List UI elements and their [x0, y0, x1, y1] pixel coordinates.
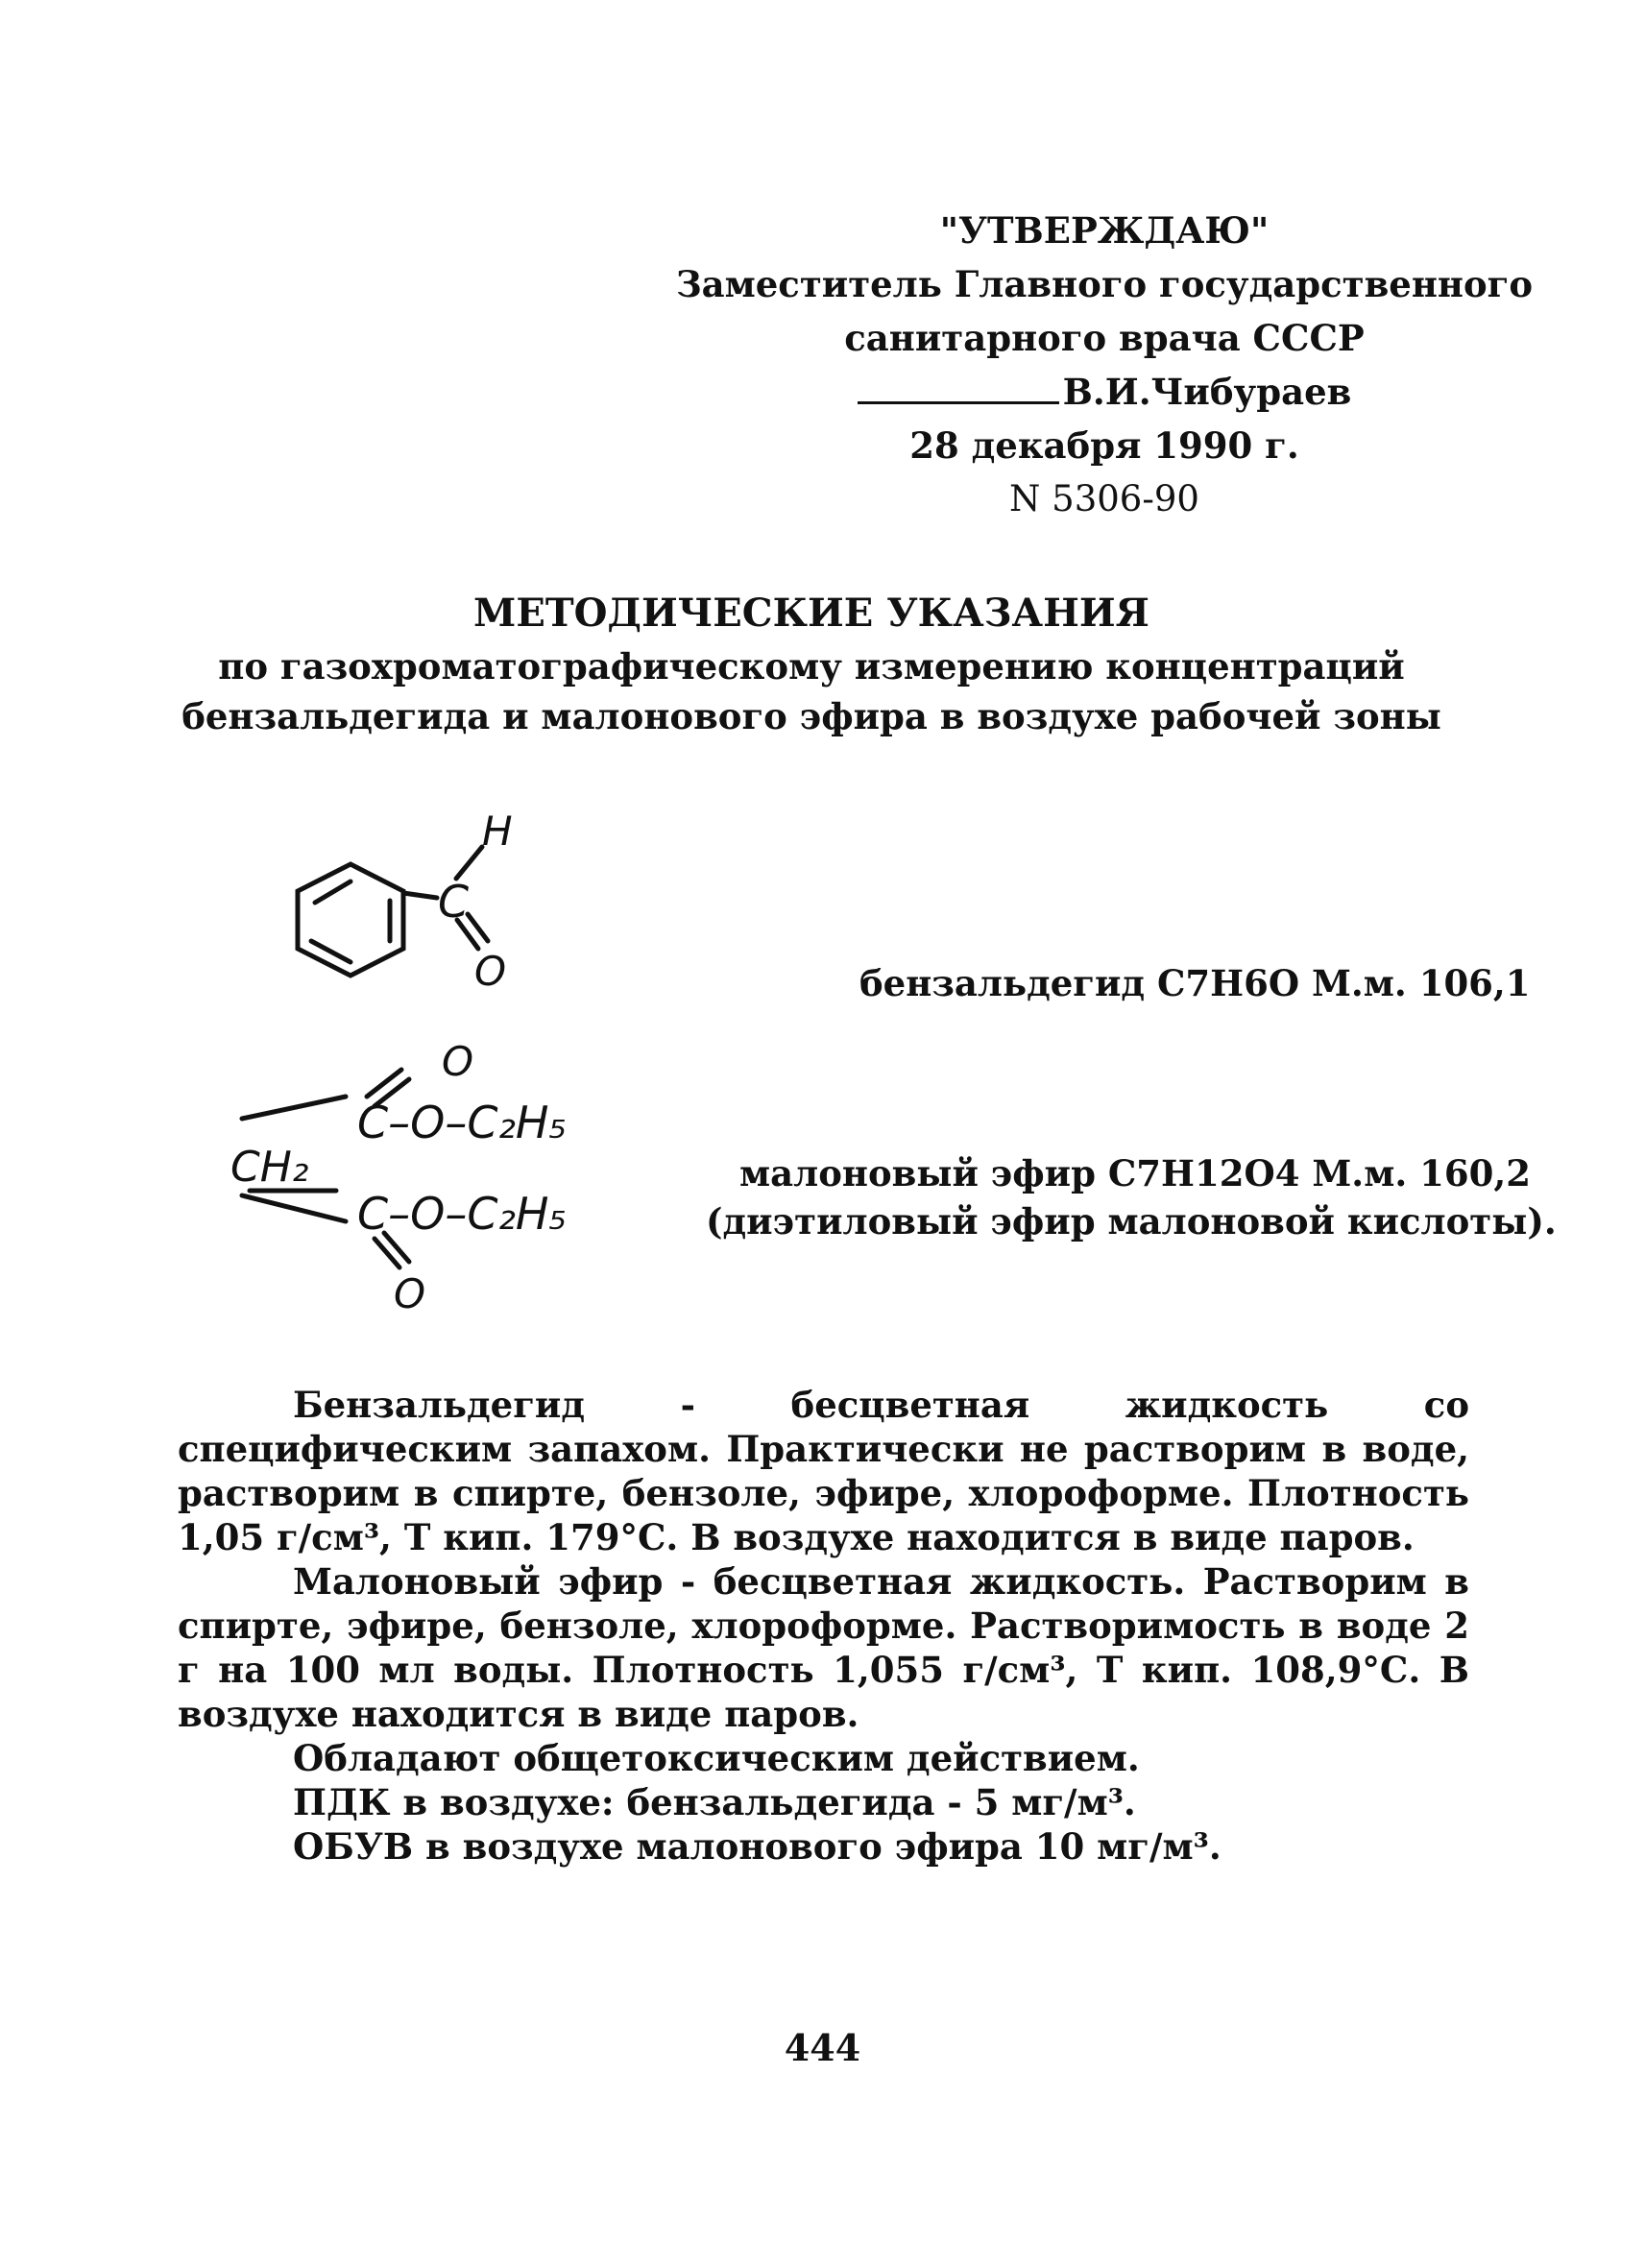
malonic-ester-group-1: C–O–C₂H₅	[357, 1097, 567, 1148]
paragraph-obuv: ОБУВ в воздухе малонового эфира 10 мг/м³.	[293, 1825, 1222, 1868]
approval-signature-row	[672, 365, 1536, 419]
benzaldehyde-structure	[269, 808, 595, 1018]
title-subtitle-1: по газохроматографическому измерению концентраций	[218, 645, 1405, 688]
paragraph-toxicity: Обладают общетоксическим действием.	[293, 1737, 1140, 1779]
approval-date: 28 декабря 1990 г.	[909, 424, 1299, 467]
paragraph-pdk: ПДК в воздухе: бензальдегида - 5 мг/м³.	[293, 1781, 1136, 1823]
malonic-oxygen-top: O	[442, 1038, 474, 1085]
approval-signer: В.И.Чибураев	[1062, 371, 1352, 413]
malonic-ester-formula: малоновый эфир C7H12O4 М.м. 160,2	[739, 1152, 1531, 1194]
signature-line	[858, 373, 1059, 404]
body-text	[178, 1383, 1469, 1869]
malonic-ester-alt-name: (диэтиловый эфир малоновой кислоты).	[706, 1200, 1557, 1243]
benzaldehyde-oxygen: O	[474, 948, 507, 995]
approval-position: Заместитель Главного государственного	[675, 263, 1534, 305]
paragraph-benzaldehyde: Бензальдегид - бесцветная жидкость со специфическим запахом. Практически не растворим в воде, растворим в спирте, бензоле, эфире, хлороформе. Плотность 1,05 г/см³, Т кип. 179°С. В воздухе находится в виде паров.	[178, 1384, 1469, 1558]
malonic-oxygen-bottom: O	[394, 1270, 426, 1317]
paragraph-malonic-ester: Малоновый эфир - бесцветная жидкость. Растворим в спирте, эфире, бензоле, хлороформе. Растворимость в воде 2 г на 100 мл воды. Плотность 1,055 г/см³, Т кип. 108,9°С. В воздухе находится в виде паров.	[178, 1560, 1469, 1735]
title-subtitle-2: бензальдегида и малонового эфира в воздухе рабочей зоны	[181, 695, 1441, 737]
benzaldehyde-carbon: C	[438, 876, 470, 928]
malonic-ester-group-2: C–O–C₂H₅	[357, 1188, 567, 1240]
malonic-ch2: CH₂	[230, 1143, 309, 1192]
malonic-ester-structure	[230, 1037, 711, 1325]
approval-block	[672, 204, 1536, 526]
benzaldehyde-formula: бензальдегид C7H6O М.м. 106,1	[859, 962, 1531, 1004]
benzaldehyde-hydrogen: H	[482, 808, 513, 855]
title-heading: МЕТОДИЧЕСКИЕ УКАЗАНИЯ	[473, 591, 1149, 636]
approval-stamp: "УТВЕРЖДАЮ"	[939, 209, 1270, 252]
approval-position-2: санитарного врача СССР	[844, 317, 1365, 359]
document-number: N 5306-90	[1009, 478, 1199, 519]
page-number: 444	[784, 2026, 861, 2069]
document-title	[144, 586, 1479, 741]
